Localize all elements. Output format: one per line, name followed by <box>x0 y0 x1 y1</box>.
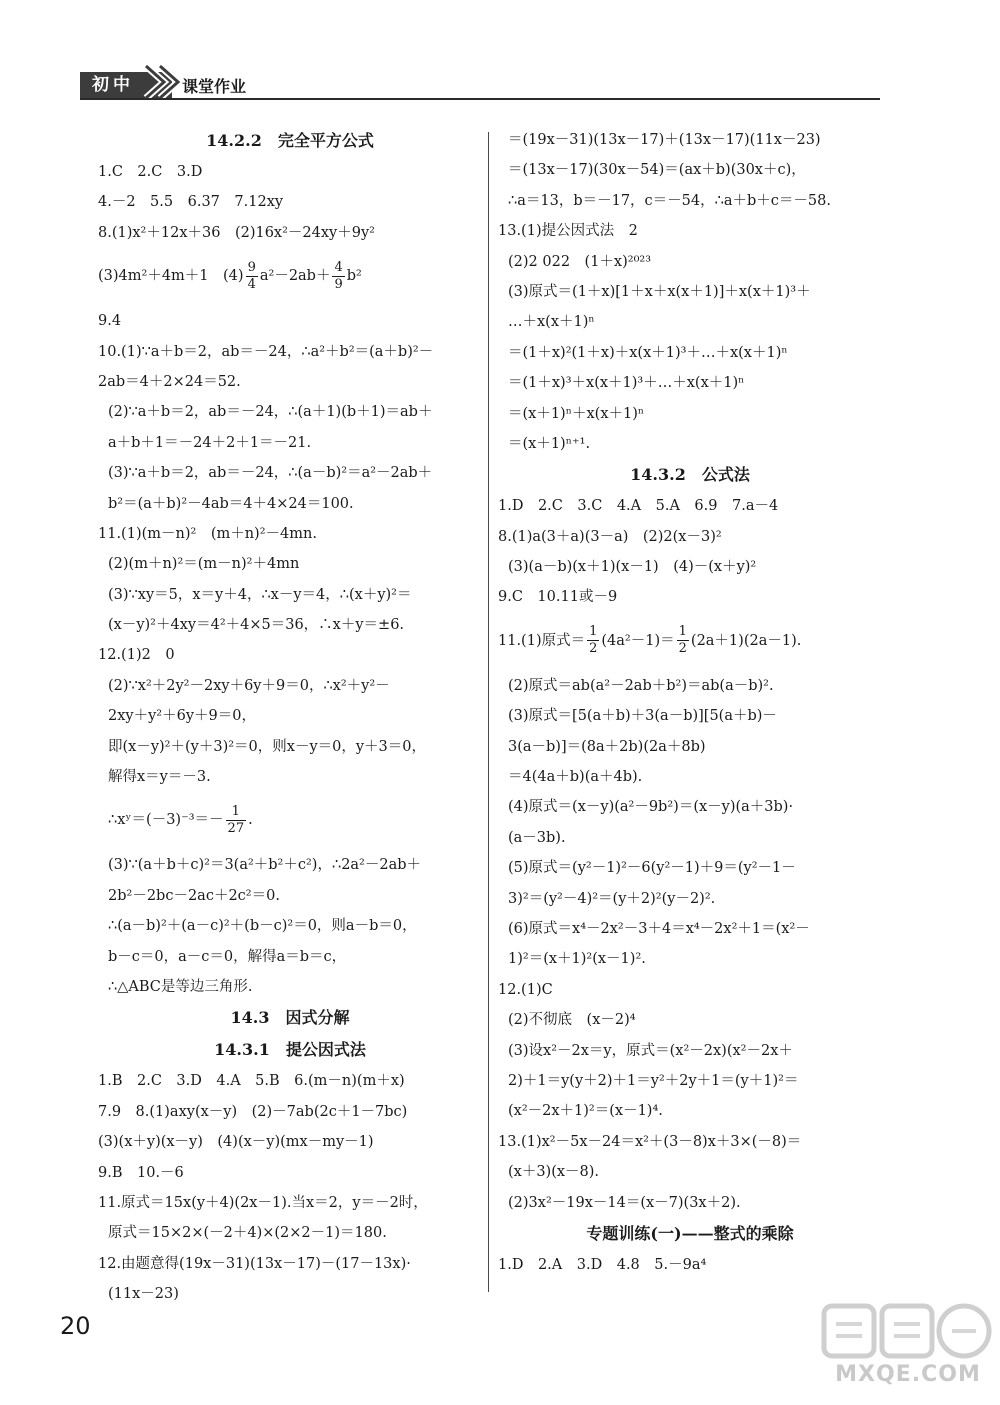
section-heading: 14.3 因式分解 <box>230 1008 350 1028</box>
answer-line: (3)(a－b)(x＋1)(x－1) (4)－(x＋y)² <box>508 559 757 576</box>
answer-line: ＝(x＋1)ⁿ⁺¹. <box>508 435 591 452</box>
answer-line: 2ab＝4＋2×24＝52. <box>98 373 241 390</box>
column-divider <box>488 132 489 1292</box>
answer-line-fraction <box>98 797 482 843</box>
section-heading: 14.3.1 提公因式法 <box>214 1040 366 1060</box>
header-level-label: 初中 <box>80 72 172 98</box>
section-heading: 14.2.2 完全平方公式 <box>206 131 374 150</box>
answer-line: ∴a＝13，b＝－17，c＝－54，∴a＋b＋c＝－58. <box>508 192 831 209</box>
left-column <box>98 130 482 1315</box>
watermark-logo <box>818 1300 998 1400</box>
header-title: 课堂作业 <box>182 77 247 96</box>
answer-line: (3)∵(a＋b＋c)²＝3(a²＋b²＋c²)，∴2a²－2ab＋ <box>108 857 422 874</box>
answer-line: ∴△ABC是等边三角形. <box>108 978 253 995</box>
answer-line: 原式＝15×2×(－2＋4)×(2×2－1)＝180. <box>108 1225 387 1242</box>
answer-text: a²－2ab＋ <box>259 268 331 285</box>
answer-line: (2)(m＋n)²＝(m－n)²＋4mn <box>108 556 300 573</box>
answer-line: ＝(1＋x)²(1＋x)＋x(x＋1)³＋…＋x(x＋1)ⁿ <box>508 344 788 361</box>
answer-line: 11.原式＝15x(y＋4)(2x－1).当x＝2，y＝－2时， <box>98 1194 428 1211</box>
fraction-numerator: 4 <box>334 259 343 275</box>
watermark-mark-icon <box>818 1300 998 1364</box>
answer-line: …＋x(x＋1)ⁿ <box>508 314 595 331</box>
fraction-numerator: 9 <box>247 259 256 275</box>
watermark-domain: MXQE.COM <box>835 1362 981 1387</box>
fraction <box>587 624 599 657</box>
answer-line: (2)原式＝ab(a²－2ab＋b²)＝ab(a－b)². <box>508 677 774 694</box>
answer-line: 12.(1)2 0 <box>98 647 175 664</box>
right-column <box>498 130 882 1285</box>
fraction-numerator: 1 <box>589 624 598 640</box>
answer-line: 1.D 2.A 3.D 4.8 5.－9a⁴ <box>498 1256 707 1273</box>
answer-line: 即(x－y)²＋(y＋3)²＝0，则x－y＝0，y＋3＝0， <box>108 738 427 755</box>
page-number: 20 <box>60 1312 91 1340</box>
answer-line: b－c＝0，a－c＝0，解得a＝b＝c， <box>108 948 347 965</box>
answer-line: 3(a－b)]＝(8a＋2b)(2a＋8b) <box>508 738 706 755</box>
answer-line: (3)原式＝[5(a＋b)＋3(a－b)][5(a＋b)－ <box>508 708 777 725</box>
answer-line: 2)＋1＝y(y＋2)＋1＝y²＋2y＋1＝(y＋1)²＝ <box>508 1072 799 1089</box>
answer-line: 11.(1)(m－n)² (m＋n)²－4mn. <box>98 525 317 542</box>
answer-line: 解得x＝y＝－3. <box>108 769 211 786</box>
fraction-numerator: 1 <box>678 624 687 640</box>
answer-line: 12.(1)C <box>498 981 553 998</box>
answer-line: (x²－2x＋1)²＝(x－1)⁴. <box>508 1103 663 1120</box>
answer-line: ＝(13x－17)(30x－54)＝(ax＋b)(30x＋c)， <box>508 162 806 179</box>
double-chevron-icon <box>142 62 186 100</box>
answer-line: 1.D 2.C 3.C 4.A 5.A 6.9 7.a－4 <box>498 498 779 515</box>
answer-line: (2)∵x²＋2y²－2xy＋6y＋9＝0，∴x²＋y²－ <box>108 677 390 694</box>
answer-text: b² <box>346 268 362 285</box>
answer-line: (a－3b). <box>508 829 566 846</box>
answer-line: 2xy＋y²＋6y＋9＝0， <box>108 708 256 725</box>
answer-text: (2a＋1)(2a－1). <box>690 632 802 649</box>
answer-line: 12.由题意得(19x－31)(13x－17)－(17－13x)· <box>98 1255 411 1272</box>
answer-line: (2)不彻底 (x－2)⁴ <box>508 1012 636 1029</box>
answer-line: 9.C 10.11或－9 <box>498 589 618 606</box>
answer-line-fraction <box>98 253 482 299</box>
fraction-denominator: 2 <box>589 641 598 657</box>
answer-line: (x＋3)(x－8). <box>508 1164 600 1181</box>
answer-line: 8.(1)a(3＋a)(3－a) (2)2(x－3)² <box>498 528 722 545</box>
answer-line: ＝(1＋x)³＋x(x＋1)³＋…＋x(x＋1)ⁿ <box>508 375 745 392</box>
fraction <box>246 260 258 293</box>
header-rule <box>80 98 880 100</box>
answer-line: ＝(x＋1)ⁿ＋x(x＋1)ⁿ <box>508 405 645 422</box>
page-header <box>80 62 880 100</box>
answer-line: 4.－2 5.5 6.37 7.12xy <box>98 194 284 211</box>
answer-line: 7.9 8.(1)axy(x－y) (2)－7ab(2c＋1－7bc) <box>98 1103 408 1120</box>
fraction <box>677 624 689 657</box>
answer-line: (3)∵a＋b＝2，ab＝－24，∴(a－b)²＝a²－2ab＋ <box>108 465 433 482</box>
answer-line: (6)原式＝x⁴－2x²－3＋4＝x⁴－2x²＋1＝(x²－ <box>508 920 810 937</box>
answer-line: (4)原式＝(x－y)(a²－9b²)＝(x－y)(a＋3b)· <box>508 799 794 816</box>
answer-line: (5)原式＝(y²－1)²－6(y²－1)＋9＝(y²－1－ <box>508 860 796 877</box>
answer-line: (x－y)²＋4xy＝4²＋4×5＝36，∴x＋y＝±6. <box>108 617 405 634</box>
answer-line: (2)3x²－19x－14＝(x－7)(3x＋2). <box>508 1194 741 1211</box>
answer-line: (3)原式＝(1＋x)[1＋x＋x(x＋1)]＋x(x＋1)³＋ <box>508 283 811 300</box>
answer-line: 13.(1)x²－5x－24＝x²＋(3－8)x＋3×(－8)＝ <box>498 1133 802 1150</box>
answer-line: ＝4(4a＋b)(a＋4b). <box>508 769 643 786</box>
fraction-numerator: 1 <box>226 804 247 821</box>
section-heading: 专题训练(一)——整式的乘除 <box>586 1223 794 1243</box>
fraction-denominator: 2 <box>678 641 687 657</box>
answer-line: 1)²＝(x＋1)²(x－1)². <box>508 951 646 968</box>
answer-line-fraction <box>498 618 882 664</box>
fraction <box>332 260 344 293</box>
answer-line: 9.4 <box>98 313 122 330</box>
answer-line: 9.B 10.－6 <box>98 1164 184 1181</box>
fraction-denominator: 27 <box>227 820 245 836</box>
fraction <box>226 804 247 837</box>
section-heading: 14.3.2 公式法 <box>630 465 750 485</box>
answer-line: 2b²－2bc－2ac＋2c²＝0. <box>108 887 280 904</box>
answer-line: b²＝(a＋b)²－4ab＝4＋4×24＝100. <box>108 495 354 512</box>
answer-line: 8.(1)x²＋12x＋36 (2)16x²－24xy＋9y² <box>98 224 375 241</box>
answer-line: (3)(x＋y)(x－y) (4)(x－y)(mx－my－1) <box>98 1134 374 1151</box>
answer-line: ∴(a－b)²＋(a－c)²＋(b－c)²＝0，则a－b＝0， <box>108 918 417 935</box>
answer-line: ＝(19x－31)(13x－17)＋(13x－17)(11x－23) <box>508 132 821 148</box>
answer-line: 1.C 2.C 3.D <box>98 164 203 180</box>
answer-text: . <box>248 812 253 829</box>
answer-line: 10.(1)∵a＋b＝2，ab＝－24，∴a²＋b²＝(a＋b)²－ <box>98 343 434 360</box>
answer-text: ∴xʸ＝(－3)⁻³＝－ <box>108 812 224 829</box>
answer-line: a＋b＋1＝－24＋2＋1＝－21. <box>108 434 312 451</box>
answer-text: 11.(1)原式＝ <box>498 632 586 649</box>
answer-line: (2)2 022 (1＋x)²⁰²³ <box>508 253 652 270</box>
fraction-denominator: 9 <box>334 276 343 292</box>
answer-text: (3)4m²＋4m＋1 (4) <box>98 268 244 285</box>
answer-line: (3)设x²－2x＝y，原式＝(x²－2x)(x²－2x＋ <box>508 1042 793 1059</box>
answer-line: 1.B 2.C 3.D 4.A 5.B 6.(m－n)(m＋x) <box>98 1073 405 1090</box>
fraction-denominator: 4 <box>247 276 256 292</box>
answer-line: (3)∵xy＝5，x＝y＋4，∴x－y＝4，∴(x＋y)²＝ <box>108 586 412 603</box>
answer-line: (2)∵a＋b＝2，ab＝－24，∴(a＋1)(b＋1)＝ab＋ <box>108 404 433 421</box>
answer-text: (4a²－1)＝ <box>601 632 675 649</box>
answer-line: 3)²＝(y²－4)²＝(y＋2)²(y－2)². <box>508 890 716 907</box>
answer-line: 13.(1)提公因式法 2 <box>498 223 638 240</box>
answer-line: (11x－23) <box>108 1286 179 1303</box>
